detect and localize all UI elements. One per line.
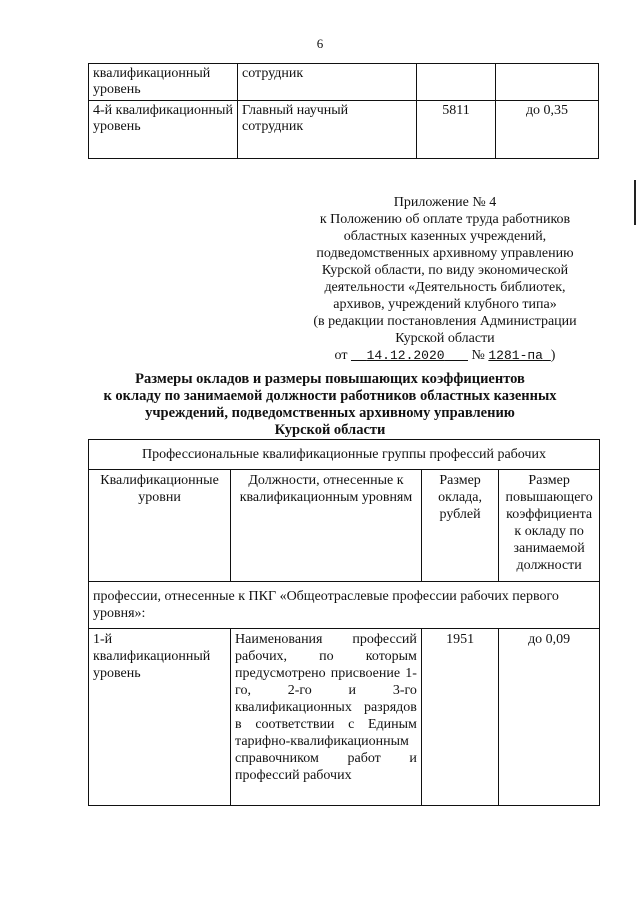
- salary-cell: 1951: [421, 629, 498, 806]
- level-cell: квалификационный уровень: [89, 64, 238, 101]
- title-line: к окладу по занимаемой должности работников областных казенных: [103, 388, 557, 404]
- section-row: [89, 582, 600, 629]
- column-header-row: [89, 470, 600, 582]
- continuation-table: [88, 63, 599, 159]
- appendix-line: деятельности «Деятельность библиотек,: [324, 280, 566, 295]
- date-prefix: от: [334, 348, 348, 363]
- appendix-line: Курской области: [395, 331, 495, 346]
- title-line: учреждений, подведомственных архивному управлению: [145, 405, 515, 421]
- title-line: Размеры окладов и размеры повышающих коэффициентов: [135, 371, 525, 387]
- appendix-line: к Положению об оплате труда работников: [319, 212, 571, 227]
- position-cell: Главный научный сотрудник: [238, 101, 417, 159]
- group-header: Профессиональные квалификационные группы профессий рабочих: [89, 440, 600, 470]
- column-header-coefficient: Размер повышающего коэффициента к окладу по занимаемой должности: [499, 470, 600, 582]
- salary-table: [88, 439, 600, 806]
- coefficient-cell: до 0,35: [496, 101, 599, 159]
- resolution-date-row: от 14.12.2020 № 1281-па ): [334, 348, 556, 363]
- level-cell: 1-й квалификационный уровень: [89, 629, 231, 806]
- scan-edge-mark: [634, 180, 636, 225]
- resolution-date: 14.12.2020: [366, 348, 445, 363]
- coefficient-cell: до 0,09: [499, 629, 600, 806]
- resolution-number: 1281-па: [488, 348, 543, 363]
- column-header-level: Квалификационные уровни: [89, 470, 231, 582]
- page-number: 6: [316, 36, 324, 51]
- appendix-line: Приложение № 4: [393, 195, 497, 210]
- table-row: [89, 64, 599, 101]
- title-line: Курской области: [274, 422, 386, 438]
- salary-cell: 5811: [417, 101, 496, 159]
- appendix-line: архивов, учреждений клубного типа»: [333, 297, 557, 312]
- section-label: профессии, отнесенные к ПКГ «Общеотраслевые профессии рабочих первого уровня»:: [89, 582, 600, 629]
- number-prefix: №: [471, 348, 485, 363]
- column-header-salary: Размер оклада, рублей: [421, 470, 498, 582]
- appendix-line: (в редакции постановления Администрации: [313, 314, 577, 329]
- position-cell: сотрудник: [238, 64, 417, 101]
- appendix-line: областных казенных учреждений,: [343, 229, 547, 244]
- salary-cell: [417, 64, 496, 101]
- column-header-position: Должности, отнесенные к квалификационным уровням: [231, 470, 422, 582]
- coefficient-cell: [496, 64, 599, 101]
- level-cell: 4-й квалификационный уровень: [89, 101, 238, 159]
- document-title: [60, 371, 600, 439]
- appendix-line: Курской области, по виду экономической: [321, 263, 569, 278]
- table-row: [89, 101, 599, 159]
- appendix-header: [300, 194, 590, 364]
- appendix-line: подведомственных архивному управлению: [316, 246, 574, 261]
- group-header-row: [89, 440, 600, 470]
- table-row: [89, 629, 600, 806]
- position-cell: Наименования профессий рабочих, по которым предусмотрено присвоение 1-го, 2-го и 3-го квалификационных разрядов в соответствии с Единым тарифно-квалификационным справочником работ и профессий рабочих: [231, 629, 422, 806]
